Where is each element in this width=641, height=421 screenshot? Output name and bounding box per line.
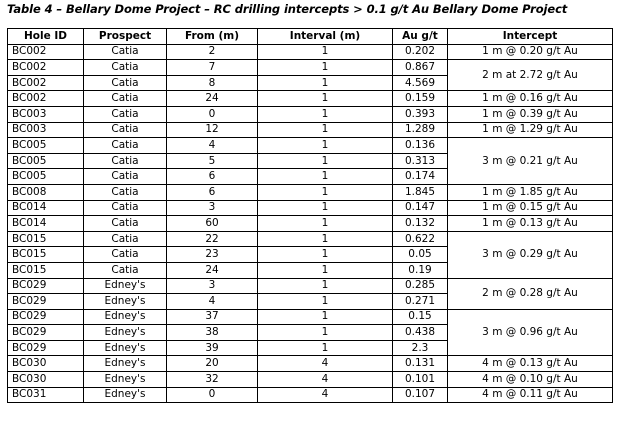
au-grade-cell: 0.147 bbox=[393, 200, 448, 216]
from-cell: 24 bbox=[167, 262, 258, 278]
interval-cell: 1 bbox=[258, 153, 393, 169]
interval-cell: 1 bbox=[258, 106, 393, 122]
table-row bbox=[8, 200, 613, 216]
prospect-cell: Catia bbox=[84, 216, 167, 232]
au-grade-cell: 0.285 bbox=[393, 278, 448, 294]
prospect-cell: Catia bbox=[84, 262, 167, 278]
interval-cell: 1 bbox=[258, 247, 393, 263]
interval-cell: 1 bbox=[258, 340, 393, 356]
intercept-cell: 3 m @ 0.21 g/t Au bbox=[448, 138, 613, 185]
interval-cell: 1 bbox=[258, 325, 393, 341]
table-row bbox=[8, 91, 613, 107]
from-cell: 3 bbox=[167, 278, 258, 294]
hole-id-cell: BC002 bbox=[8, 75, 84, 91]
interval-cell: 1 bbox=[258, 231, 393, 247]
intercept-cell: 1 m @ 1.85 g/t Au bbox=[448, 184, 613, 200]
intercept-cell: 4 m @ 0.10 g/t Au bbox=[448, 372, 613, 388]
interval-cell: 1 bbox=[258, 122, 393, 138]
au-grade-cell: 0.438 bbox=[393, 325, 448, 341]
table-row bbox=[8, 387, 613, 403]
prospect-cell: Catia bbox=[84, 169, 167, 185]
intercept-cell: 1 m @ 0.20 g/t Au bbox=[448, 44, 613, 60]
intercept-cell: 3 m @ 0.29 g/t Au bbox=[448, 231, 613, 278]
from-cell: 20 bbox=[167, 356, 258, 372]
drilling-intercepts-table bbox=[7, 28, 613, 403]
hole-id-cell: BC015 bbox=[8, 231, 84, 247]
prospect-cell: Catia bbox=[84, 44, 167, 60]
table-row bbox=[8, 216, 613, 232]
from-cell: 6 bbox=[167, 169, 258, 185]
interval-cell: 1 bbox=[258, 200, 393, 216]
from-cell: 2 bbox=[167, 44, 258, 60]
from-cell: 4 bbox=[167, 294, 258, 310]
hole-id-cell: BC008 bbox=[8, 184, 84, 200]
intercept-cell: 2 m at 2.72 g/t Au bbox=[448, 60, 613, 91]
interval-cell: 4 bbox=[258, 372, 393, 388]
table-row bbox=[8, 138, 613, 154]
hole-id-cell: BC002 bbox=[8, 44, 84, 60]
prospect-cell: Catia bbox=[84, 247, 167, 263]
hole-id-cell: BC005 bbox=[8, 169, 84, 185]
intercept-cell: 2 m @ 0.28 g/t Au bbox=[448, 278, 613, 309]
hole-id-cell: BC015 bbox=[8, 247, 84, 263]
hole-id-cell: BC002 bbox=[8, 91, 84, 107]
prospect-cell: Catia bbox=[84, 106, 167, 122]
au-grade-cell: 0.313 bbox=[393, 153, 448, 169]
interval-cell: 4 bbox=[258, 387, 393, 403]
au-grade-cell: 0.271 bbox=[393, 294, 448, 310]
from-cell: 6 bbox=[167, 184, 258, 200]
intercept-cell: 1 m @ 0.15 g/t Au bbox=[448, 200, 613, 216]
prospect-cell: Catia bbox=[84, 138, 167, 154]
table-body bbox=[8, 44, 613, 403]
hole-id-cell: BC029 bbox=[8, 278, 84, 294]
au-grade-cell: 0.131 bbox=[393, 356, 448, 372]
au-grade-cell: 4.569 bbox=[393, 75, 448, 91]
hole-id-cell: BC015 bbox=[8, 262, 84, 278]
table-row bbox=[8, 122, 613, 138]
from-cell: 7 bbox=[167, 60, 258, 76]
prospect-cell: Catia bbox=[84, 231, 167, 247]
interval-cell: 1 bbox=[258, 278, 393, 294]
table-row bbox=[8, 231, 613, 247]
header-from: From (m) bbox=[167, 29, 258, 45]
prospect-cell: Catia bbox=[84, 60, 167, 76]
interval-cell: 1 bbox=[258, 294, 393, 310]
au-grade-cell: 2.3 bbox=[393, 340, 448, 356]
prospect-cell: Edney's bbox=[84, 340, 167, 356]
prospect-cell: Catia bbox=[84, 91, 167, 107]
interval-cell: 1 bbox=[258, 309, 393, 325]
hole-id-cell: BC005 bbox=[8, 138, 84, 154]
header-au: Au g/t bbox=[393, 29, 448, 45]
from-cell: 24 bbox=[167, 91, 258, 107]
from-cell: 0 bbox=[167, 106, 258, 122]
au-grade-cell: 0.393 bbox=[393, 106, 448, 122]
au-grade-cell: 0.19 bbox=[393, 262, 448, 278]
intercept-cell: 1 m @ 1.29 g/t Au bbox=[448, 122, 613, 138]
au-grade-cell: 1.845 bbox=[393, 184, 448, 200]
header-prospect: Prospect bbox=[84, 29, 167, 45]
prospect-cell: Catia bbox=[84, 153, 167, 169]
from-cell: 37 bbox=[167, 309, 258, 325]
hole-id-cell: BC003 bbox=[8, 122, 84, 138]
au-grade-cell: 0.867 bbox=[393, 60, 448, 76]
prospect-cell: Edney's bbox=[84, 325, 167, 341]
from-cell: 8 bbox=[167, 75, 258, 91]
interval-cell: 1 bbox=[258, 138, 393, 154]
from-cell: 5 bbox=[167, 153, 258, 169]
hole-id-cell: BC029 bbox=[8, 325, 84, 341]
from-cell: 23 bbox=[167, 247, 258, 263]
prospect-cell: Catia bbox=[84, 75, 167, 91]
from-cell: 12 bbox=[167, 122, 258, 138]
intercept-cell: 1 m @ 0.16 g/t Au bbox=[448, 91, 613, 107]
interval-cell: 1 bbox=[258, 216, 393, 232]
table-row bbox=[8, 278, 613, 294]
hole-id-cell: BC030 bbox=[8, 372, 84, 388]
table-row bbox=[8, 356, 613, 372]
prospect-cell: Catia bbox=[84, 200, 167, 216]
header-intercept: Intercept bbox=[448, 29, 613, 45]
table-row bbox=[8, 184, 613, 200]
interval-cell: 1 bbox=[258, 75, 393, 91]
hole-id-cell: BC002 bbox=[8, 60, 84, 76]
from-cell: 39 bbox=[167, 340, 258, 356]
table-row bbox=[8, 60, 613, 76]
table-row bbox=[8, 372, 613, 388]
interval-cell: 1 bbox=[258, 60, 393, 76]
table-row bbox=[8, 44, 613, 60]
interval-cell: 1 bbox=[258, 91, 393, 107]
hole-id-cell: BC014 bbox=[8, 216, 84, 232]
interval-cell: 1 bbox=[258, 44, 393, 60]
hole-id-cell: BC029 bbox=[8, 309, 84, 325]
intercept-cell: 4 m @ 0.11 g/t Au bbox=[448, 387, 613, 403]
interval-cell: 4 bbox=[258, 356, 393, 372]
header-interval: Interval (m) bbox=[258, 29, 393, 45]
prospect-cell: Edney's bbox=[84, 372, 167, 388]
from-cell: 32 bbox=[167, 372, 258, 388]
table-row bbox=[8, 309, 613, 325]
hole-id-cell: BC031 bbox=[8, 387, 84, 403]
prospect-cell: Edney's bbox=[84, 294, 167, 310]
hole-id-cell: BC014 bbox=[8, 200, 84, 216]
from-cell: 60 bbox=[167, 216, 258, 232]
hole-id-cell: BC030 bbox=[8, 356, 84, 372]
table-title: Table 4 – Bellary Dome Project – RC drilling intercepts > 0.1 g/t Au Bellary Dome Project bbox=[7, 2, 568, 16]
hole-id-cell: BC029 bbox=[8, 294, 84, 310]
au-grade-cell: 0.174 bbox=[393, 169, 448, 185]
hole-id-cell: BC029 bbox=[8, 340, 84, 356]
prospect-cell: Catia bbox=[84, 122, 167, 138]
from-cell: 4 bbox=[167, 138, 258, 154]
header-row bbox=[8, 29, 613, 45]
from-cell: 22 bbox=[167, 231, 258, 247]
hole-id-cell: BC003 bbox=[8, 106, 84, 122]
au-grade-cell: 0.107 bbox=[393, 387, 448, 403]
au-grade-cell: 1.289 bbox=[393, 122, 448, 138]
au-grade-cell: 0.101 bbox=[393, 372, 448, 388]
intercept-cell: 1 m @ 0.13 g/t Au bbox=[448, 216, 613, 232]
au-grade-cell: 0.15 bbox=[393, 309, 448, 325]
intercept-cell: 1 m @ 0.39 g/t Au bbox=[448, 106, 613, 122]
prospect-cell: Edney's bbox=[84, 387, 167, 403]
table-row bbox=[8, 106, 613, 122]
interval-cell: 1 bbox=[258, 262, 393, 278]
hole-id-cell: BC005 bbox=[8, 153, 84, 169]
prospect-cell: Edney's bbox=[84, 356, 167, 372]
prospect-cell: Catia bbox=[84, 184, 167, 200]
au-grade-cell: 0.132 bbox=[393, 216, 448, 232]
from-cell: 0 bbox=[167, 387, 258, 403]
intercept-cell: 4 m @ 0.13 g/t Au bbox=[448, 356, 613, 372]
from-cell: 38 bbox=[167, 325, 258, 341]
au-grade-cell: 0.136 bbox=[393, 138, 448, 154]
au-grade-cell: 0.622 bbox=[393, 231, 448, 247]
interval-cell: 1 bbox=[258, 184, 393, 200]
au-grade-cell: 0.05 bbox=[393, 247, 448, 263]
au-grade-cell: 0.202 bbox=[393, 44, 448, 60]
au-grade-cell: 0.159 bbox=[393, 91, 448, 107]
interval-cell: 1 bbox=[258, 169, 393, 185]
header-hole-id: Hole ID bbox=[8, 29, 84, 45]
intercept-cell: 3 m @ 0.96 g/t Au bbox=[448, 309, 613, 356]
prospect-cell: Edney's bbox=[84, 309, 167, 325]
prospect-cell: Edney's bbox=[84, 278, 167, 294]
from-cell: 3 bbox=[167, 200, 258, 216]
